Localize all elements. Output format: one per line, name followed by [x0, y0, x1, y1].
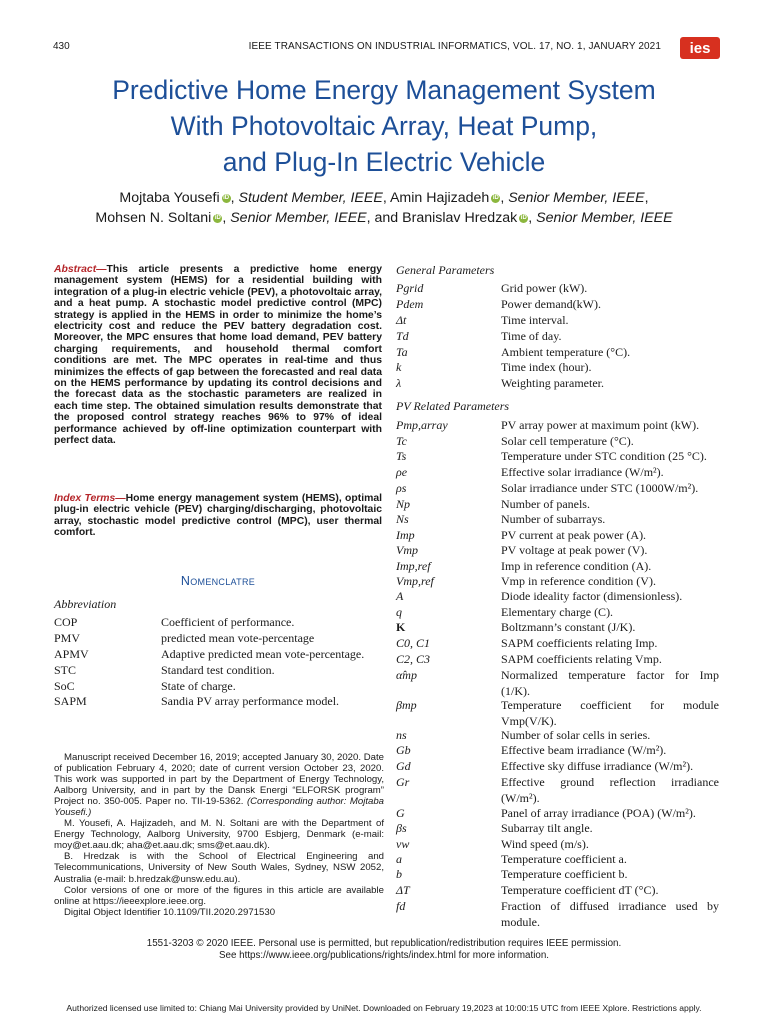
manuscript-dates: Manuscript received December 16, 2019; accepted January 30, 2020. Date of publication February 4, 2020; date of current version October 23, 2020. This work was supported in part by the Department of Energy Technology, Aalborg University, and in part by the Dansk Energi “ELFORSK program” Project no. 350-005. Paper no. TII-19-5362. (Corresponding author: Mojtaba Yousefi.)	[54, 752, 385, 819]
parameter-row: k Time index (hour).	[396, 360, 592, 374]
title-line-3: and Plug-In Electric Vehicle	[222, 147, 546, 177]
parameter-row: Pmp,array PV array power at maximum point (kW).	[396, 418, 700, 432]
affiliation-note: M. Yousefi, A. Hajizadeh, and M. N. Soltani are with the Department of Energy Technology, Aalborg University, 9700 Esbjerg, Denmark (e-mail: moy@et.aau.dk; aha@et.aau.dk; sms@et.aau.dk).	[54, 818, 384, 852]
parameter-row: Tc Solar cell temperature (°C).	[396, 434, 634, 448]
author-name: Mojtaba Yousefi	[119, 190, 220, 206]
parameter-row: βs Subarray tilt angle.	[396, 821, 593, 835]
index-terms-label: Index Terms—	[54, 493, 126, 504]
parameter-row: Gr Effective ground reflection irradiance (W/m²).	[396, 775, 719, 805]
parameter-row: Pdem Power demand(kW).	[396, 297, 601, 311]
license-footer: Authorized licensed use limited to: Chiang Mai University provided by UniNet. Downloaded on February 19,2023 at 10:00:15 UTC from IEEE Xplore. Restrictions apply.	[66, 1003, 702, 1013]
parameter-row: Gd Effective sky diffuse irradiance (W/m²).	[396, 759, 694, 773]
orcid-icon[interactable]: iD	[214, 215, 221, 221]
abstract	[54, 264, 382, 447]
author-role: Senior Member, IEEE	[230, 210, 367, 226]
abbreviation-heading: Abbreviation	[54, 597, 117, 611]
abstract-text: This article presents a predictive home energy management system (HEMS) for a residential building with integration of a plug-in electric vehicle (PEV), a photovoltaic array, and a heat pump. A stochastic model predictive control (MPC) strategy is applied in the HEMS in order to minimize the home’s electricity cost and reduce the PEV battery degradation cost. Moreover, the MPC ensures that home load demand, PEV battery charging requirements, and household thermal comfort conditions are met. The MPC operates in real-time and thus minimizes the effects of gap between the forecasted and real data on the HEMS performance by updating its control decisions and the forecast data as the stochastic parameters are realized in each time step. The obtained simulation results demonstrate that the proposed control strategy reaches 96% to 97% of ideal performance achieved by off-line optimization counterpart with perfect data.	[54, 264, 382, 447]
affiliation-note: B. Hredzak is with the School of Electrical Engineering and Telecommunications, University of New South Wales, Sydney, NSW 2052, Australia (e-mail: b.hredzak@unsw.edu.au).	[54, 851, 384, 885]
orcid-icon[interactable]: iD	[223, 195, 230, 201]
parameter-row: vw Wind speed (m/s).	[396, 837, 589, 851]
parameter-row: C0, C1 SAPM coefficients relating Imp.	[396, 636, 658, 650]
orcid-icon[interactable]: iD	[492, 195, 499, 201]
index-terms-text: Home energy management system (HEMS), optimal plug-in electric vehicle (PEV) charging/discharging, photovoltaic array, stochastic model predictive control (MPC), user thermal comfort.	[54, 493, 382, 539]
author-name: Mohsen N. Soltani	[95, 210, 212, 226]
copyright-line-2: See https://www.ieee.org/publications/rights/index.html for more information.	[219, 949, 549, 961]
journal-header: IEEE TRANSACTIONS ON INDUSTRIAL INFORMATICS, VOL. 17, NO. 1, JANUARY 2021	[248, 41, 661, 52]
parameter-row: α̂mp Normalized temperature factor for Imp (1/K).	[396, 668, 719, 698]
author-line-2: Mohsen N. Soltani iD , Senior Member, IEEE, and Branislav Hredzak iD , Senior Member, IEEE	[95, 210, 673, 226]
parameter-row: βmp Temperature coefficient for module Vmp(V/K).	[396, 698, 719, 728]
title-line-2: With Photovoltaic Array, Heat Pump,	[170, 111, 598, 141]
author-line-1: Mojtaba Yousefi iD , Student Member, IEEE, Amin Hajizadeh iD , Senior Member, IEEE,	[119, 190, 649, 206]
pv-parameters-heading: PV Related Parameters	[396, 399, 510, 413]
paper-title	[40, 72, 728, 180]
parameter-row: Td Time of day.	[396, 329, 562, 343]
parameter-row: Imp PV current at peak power (A).	[396, 528, 647, 542]
orcid-icon[interactable]: iD	[520, 215, 527, 221]
parameter-row: Gb Effective beam irradiance (W/m²).	[396, 743, 667, 757]
title-line-1: Predictive Home Energy Management System	[112, 75, 656, 105]
parameter-row: λ Weighting parameter.	[396, 376, 604, 390]
nomenclature-heading: Nomenclatre	[180, 574, 256, 588]
parameter-row: b Temperature coefficient b.	[396, 867, 628, 881]
parameter-row: C2, C3 SAPM coefficients relating Vmp.	[396, 652, 662, 666]
parameter-row: Vmp PV voltage at peak power (V).	[396, 543, 648, 557]
doi-line: Digital Object Identifier 10.1109/TII.2020.2971530	[64, 906, 276, 918]
manuscript-footnote	[54, 752, 384, 918]
parameter-row: Ns Number of subarrays.	[396, 512, 606, 526]
parameter-row: G Panel of array irradiance (POA) (W/m²).	[396, 806, 696, 820]
general-parameters-heading: General Parameters	[396, 263, 495, 277]
parameter-row: ΔT Temperature coefficient dT (°C).	[396, 883, 659, 897]
parameter-row: ρe Effective solar irradiance (W/m²).	[396, 465, 664, 479]
author-list	[20, 188, 748, 228]
parameter-row: Imp,ref Imp in reference condition (A).	[396, 559, 652, 573]
copyright-line-1: 1551-3203 © 2020 IEEE. Personal use is permitted, but republication/redistribution requires IEEE permission.	[146, 938, 622, 949]
author-role: Senior Member, IEEE	[536, 210, 673, 226]
ies-logo-icon	[680, 37, 720, 59]
index-terms	[54, 493, 382, 539]
parameter-row: fd Fraction of diffused irradiance used by module.	[396, 899, 719, 929]
parameter-row: Δt Time interval.	[396, 313, 569, 327]
parameter-row: Np Number of panels.	[396, 497, 590, 511]
parameter-row: A Diode ideality factor (dimensionless).	[396, 589, 683, 603]
copyright-notice	[40, 938, 728, 961]
abstract-label: Abstract—	[54, 264, 107, 275]
parameter-row: K Boltzmann’s constant (J/K).	[396, 620, 636, 634]
author-name: Amin Hajizadeh	[389, 190, 490, 206]
parameter-row: a Temperature coefficient a.	[396, 852, 627, 866]
author-role: Student Member, IEEE	[238, 190, 383, 206]
conjunction: and	[374, 210, 399, 226]
color-figures-note: Color versions of one or more of the figures in this article are available online at https://ieeexplore.ieee.org.	[54, 884, 384, 907]
parameter-row: Ta Ambient temperature (°C).	[396, 345, 631, 359]
author-name: Branislav Hredzak	[402, 210, 518, 226]
parameter-row: Vmp,ref Vmp in reference condition (V).	[396, 574, 656, 588]
parameter-row: Pgrid Grid power (kW).	[396, 281, 588, 295]
svg-text:ies: ies	[689, 40, 711, 57]
page-number: 430	[53, 41, 70, 52]
parameter-row: ρs Solar irradiance under STC (1000W/m²).	[396, 481, 699, 495]
parameter-row: Ts Temperature under STC condition (25 °C).	[396, 449, 707, 463]
parameter-row: q Elementary charge (C).	[396, 605, 614, 619]
parameter-row: ns Number of solar cells in series.	[396, 728, 651, 742]
author-role: Senior Member, IEEE	[508, 190, 645, 206]
